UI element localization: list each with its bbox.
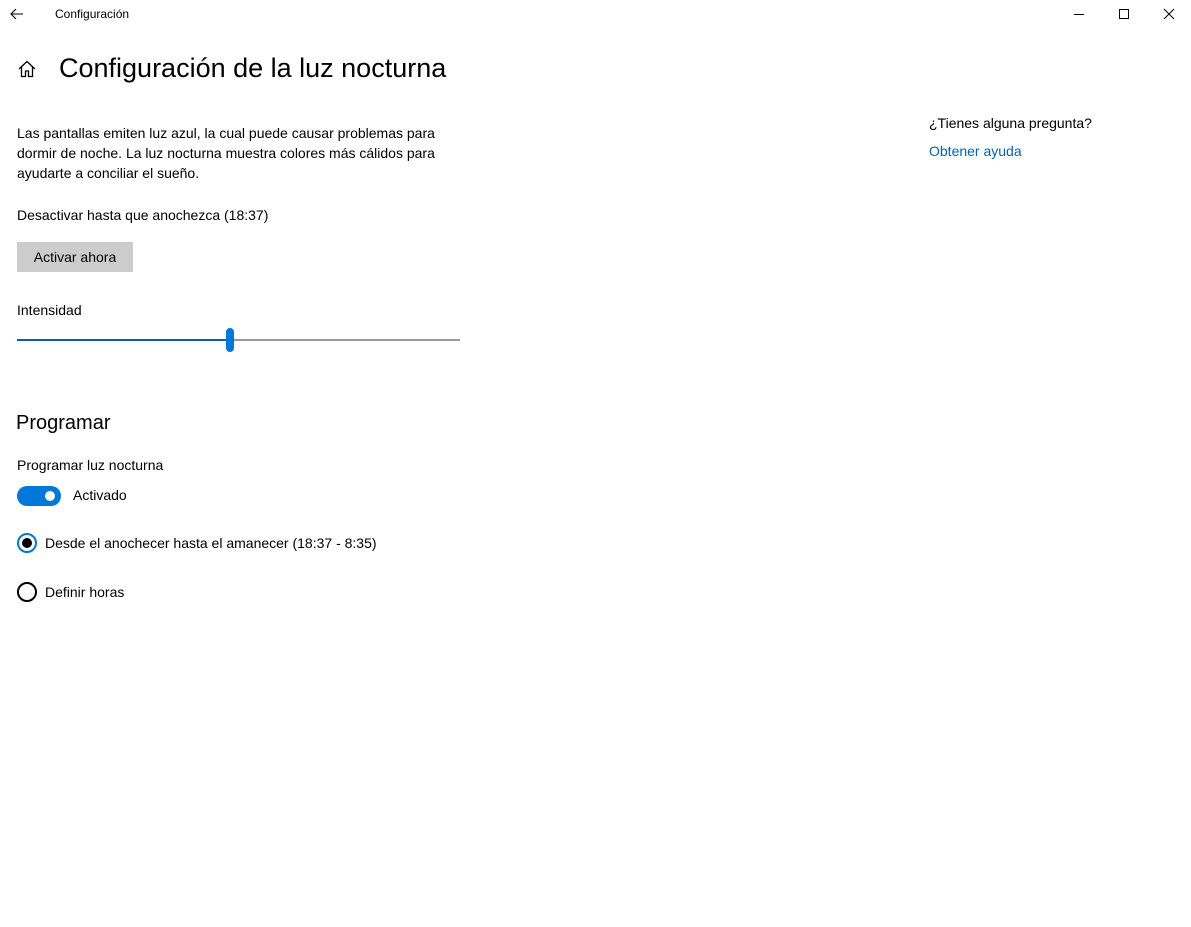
app-title: Configuración [55,7,130,21]
help-question: ¿Tienes alguna pregunta? [929,115,1092,131]
toggle-state-label: Activado [73,487,127,503]
minimize-icon [1073,8,1085,20]
page-title: Configuración de la luz nocturna [59,53,447,83]
title-bar [0,0,1191,28]
slider-thumb[interactable] [226,328,234,352]
activate-now-button[interactable]: Activar ahora [17,242,133,272]
intensity-slider[interactable] [17,326,460,354]
radio-sunset-label: Desde el anochecer hasta el amanecer (18:37 - 8:35) [45,535,377,551]
schedule-toggle[interactable] [17,486,61,506]
close-icon [1163,8,1175,20]
get-help-link[interactable]: Obtener ayuda [929,143,1022,159]
radio-set-hours-label: Definir horas [45,584,125,600]
radio-sunset-to-sunrise[interactable] [17,532,377,554]
maximize-button[interactable] [1101,0,1147,28]
schedule-toggle-label: Programar luz nocturna [17,457,164,473]
description-text: Las pantallas emiten luz azul, la cual puede causar problemas para dormir de noche. La luz nocturna muestra colores más cálidos para ayudarte a conciliar el sueño. [17,125,435,181]
home-icon [17,59,37,79]
home-button[interactable] [14,56,40,82]
back-arrow-icon [10,8,24,20]
minimize-button[interactable] [1056,0,1102,28]
close-button[interactable] [1146,0,1191,28]
back-button[interactable] [0,0,34,28]
radio-selected-icon [17,533,37,553]
toggle-knob [45,491,55,501]
radio-set-hours[interactable] [17,581,124,603]
intensity-label: Intensidad [17,302,82,318]
radio-dot [22,538,32,548]
radio-unselected-icon [17,582,37,602]
night-light-status: Desactivar hasta que anochezca (18:37) [17,207,269,223]
slider-fill [17,339,230,341]
schedule-heading: Programar [16,412,111,434]
maximize-icon [1118,8,1130,20]
